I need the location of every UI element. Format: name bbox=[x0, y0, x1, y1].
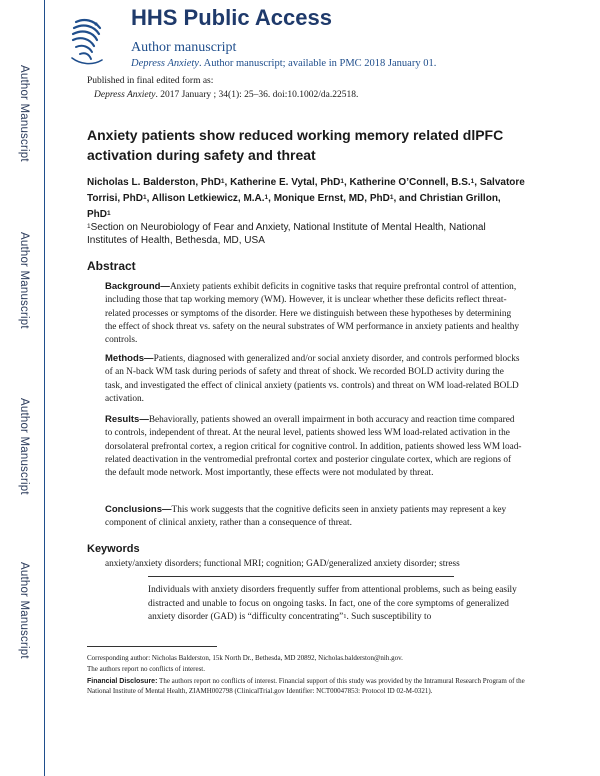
sidebar-label-author-manuscript: Author Manuscript bbox=[18, 65, 30, 162]
corresponding-author-note: Corresponding author: Nicholas Balderston, 15k North Dr., Bethesda, MD 20892, Nicholas.balderston@nih.gov. bbox=[87, 654, 403, 662]
intro-paragraph: Individuals with anxiety disorders frequently suffer from attentional problems, such as being easily distracted and unable to focus on ongoing tasks. In fact, one of the core symptoms of generalized anxiety disorder (GAD) is “difficulty concentrating”$^1$. Such susceptibility to bbox=[148, 585, 517, 622]
abstract-conclusions: Conclusions—This work suggests that the cognitive deficits seen in anxiety patients may represent a key component of clinical anxiety, rather than a consequence of threat. bbox=[105, 504, 507, 529]
header-subtitle: Author manuscript bbox=[131, 40, 237, 55]
article-title: Anxiety patients show reduced working memory related dlPFC activation during safety and threat bbox=[87, 127, 504, 163]
keywords-text: anxiety/anxiety disorders; functional MRI; cognition; GAD/generalized anxiety disorder; stress bbox=[105, 559, 460, 569]
sidebar-label-author-manuscript: Author Manuscript bbox=[18, 562, 30, 659]
hhs-eagle-logo-icon bbox=[66, 14, 106, 70]
keywords-heading: Keywords bbox=[87, 543, 140, 555]
footnote-divider bbox=[87, 646, 217, 647]
published-label: Published in final edited form as: bbox=[87, 76, 214, 86]
sidebar-label-author-manuscript: Author Manuscript bbox=[18, 232, 30, 329]
sidebar-divider bbox=[44, 0, 45, 776]
header-citation: Depress Anxiety. Author manuscript; available in PMC 2018 January 01. bbox=[131, 58, 437, 69]
abstract-results: Results—Behaviorally, patients showed an overall impairment in both accuracy and reaction time compared to controls, independent of threat. At the neural level, patients showed less WM load-related activation in the dorsolateral prefrontal cortex, a region critical for cognitive control. In addition, patients showed less WM load-related deactivation in the ventromedial prefrontal cortex and posterior cingulate cortex, which are regions of the default mode network. Most importantly, these effects were not modulated by threat. bbox=[105, 414, 522, 479]
published-citation: Depress Anxiety. 2017 January ; 34(1): 25–36. doi:10.1002/da.22518. bbox=[94, 90, 359, 100]
sidebar-label-author-manuscript: Author Manuscript bbox=[18, 398, 30, 495]
author-list: Nicholas L. Balderston, PhD$^1$, Katherine E. Vytal, PhD$^1$, Katherine O’Connell, B.S.$^1$, Salvatore Torrisi, PhD$^1$, Allison Letkiewicz, M.A.$^1$, Monique Ernst, MD, PhD$^1$, and Christian Grillon, PhD$^1$ bbox=[87, 177, 525, 220]
abstract-heading: Abstract bbox=[87, 259, 136, 273]
section-divider bbox=[148, 576, 454, 577]
header-title: HHS Public Access bbox=[131, 5, 332, 30]
affiliation: $^1$Section on Neurobiology of Fear and Anxiety, National Institute of Mental Health, National Institutes of Health, Bethesda, MD, USA bbox=[87, 222, 486, 246]
conflicts-note: The authors report no conflicts of interest. bbox=[87, 665, 205, 673]
abstract-methods: Methods—Patients, diagnosed with generalized and/or social anxiety disorder, and controls performed blocks of an N-back WM task during periods of safety and threat of shock. We recorded BOLD activity during the task, and investigated the effect of clinical anxiety (patients vs. controls) and threat on WM load-related BOLD activation. bbox=[105, 353, 520, 404]
financial-disclosure-note: Financial Disclosure: The authors report no conflicts of interest. Financial support of this study was provided by the Intramural Research Program of the National Institute of Mental Health, ZIAMH002798 (ClinicalTrial.gov Identifier: NCT00047853: Protocol ID 02-M-0321). bbox=[87, 677, 525, 695]
abstract-background: Background—Anxiety patients exhibit deficits in cognitive tasks that require prefrontal control of attention, including those that tap working memory (WM). However, it is unclear whether these deficits reflect threat-related processes or symptoms of the disorder. Here we distinguish between these hypotheses by determining the effect of shock threat vs. safety on the neural substrates of WM performance in anxiety patients and healthy controls. bbox=[105, 281, 520, 346]
